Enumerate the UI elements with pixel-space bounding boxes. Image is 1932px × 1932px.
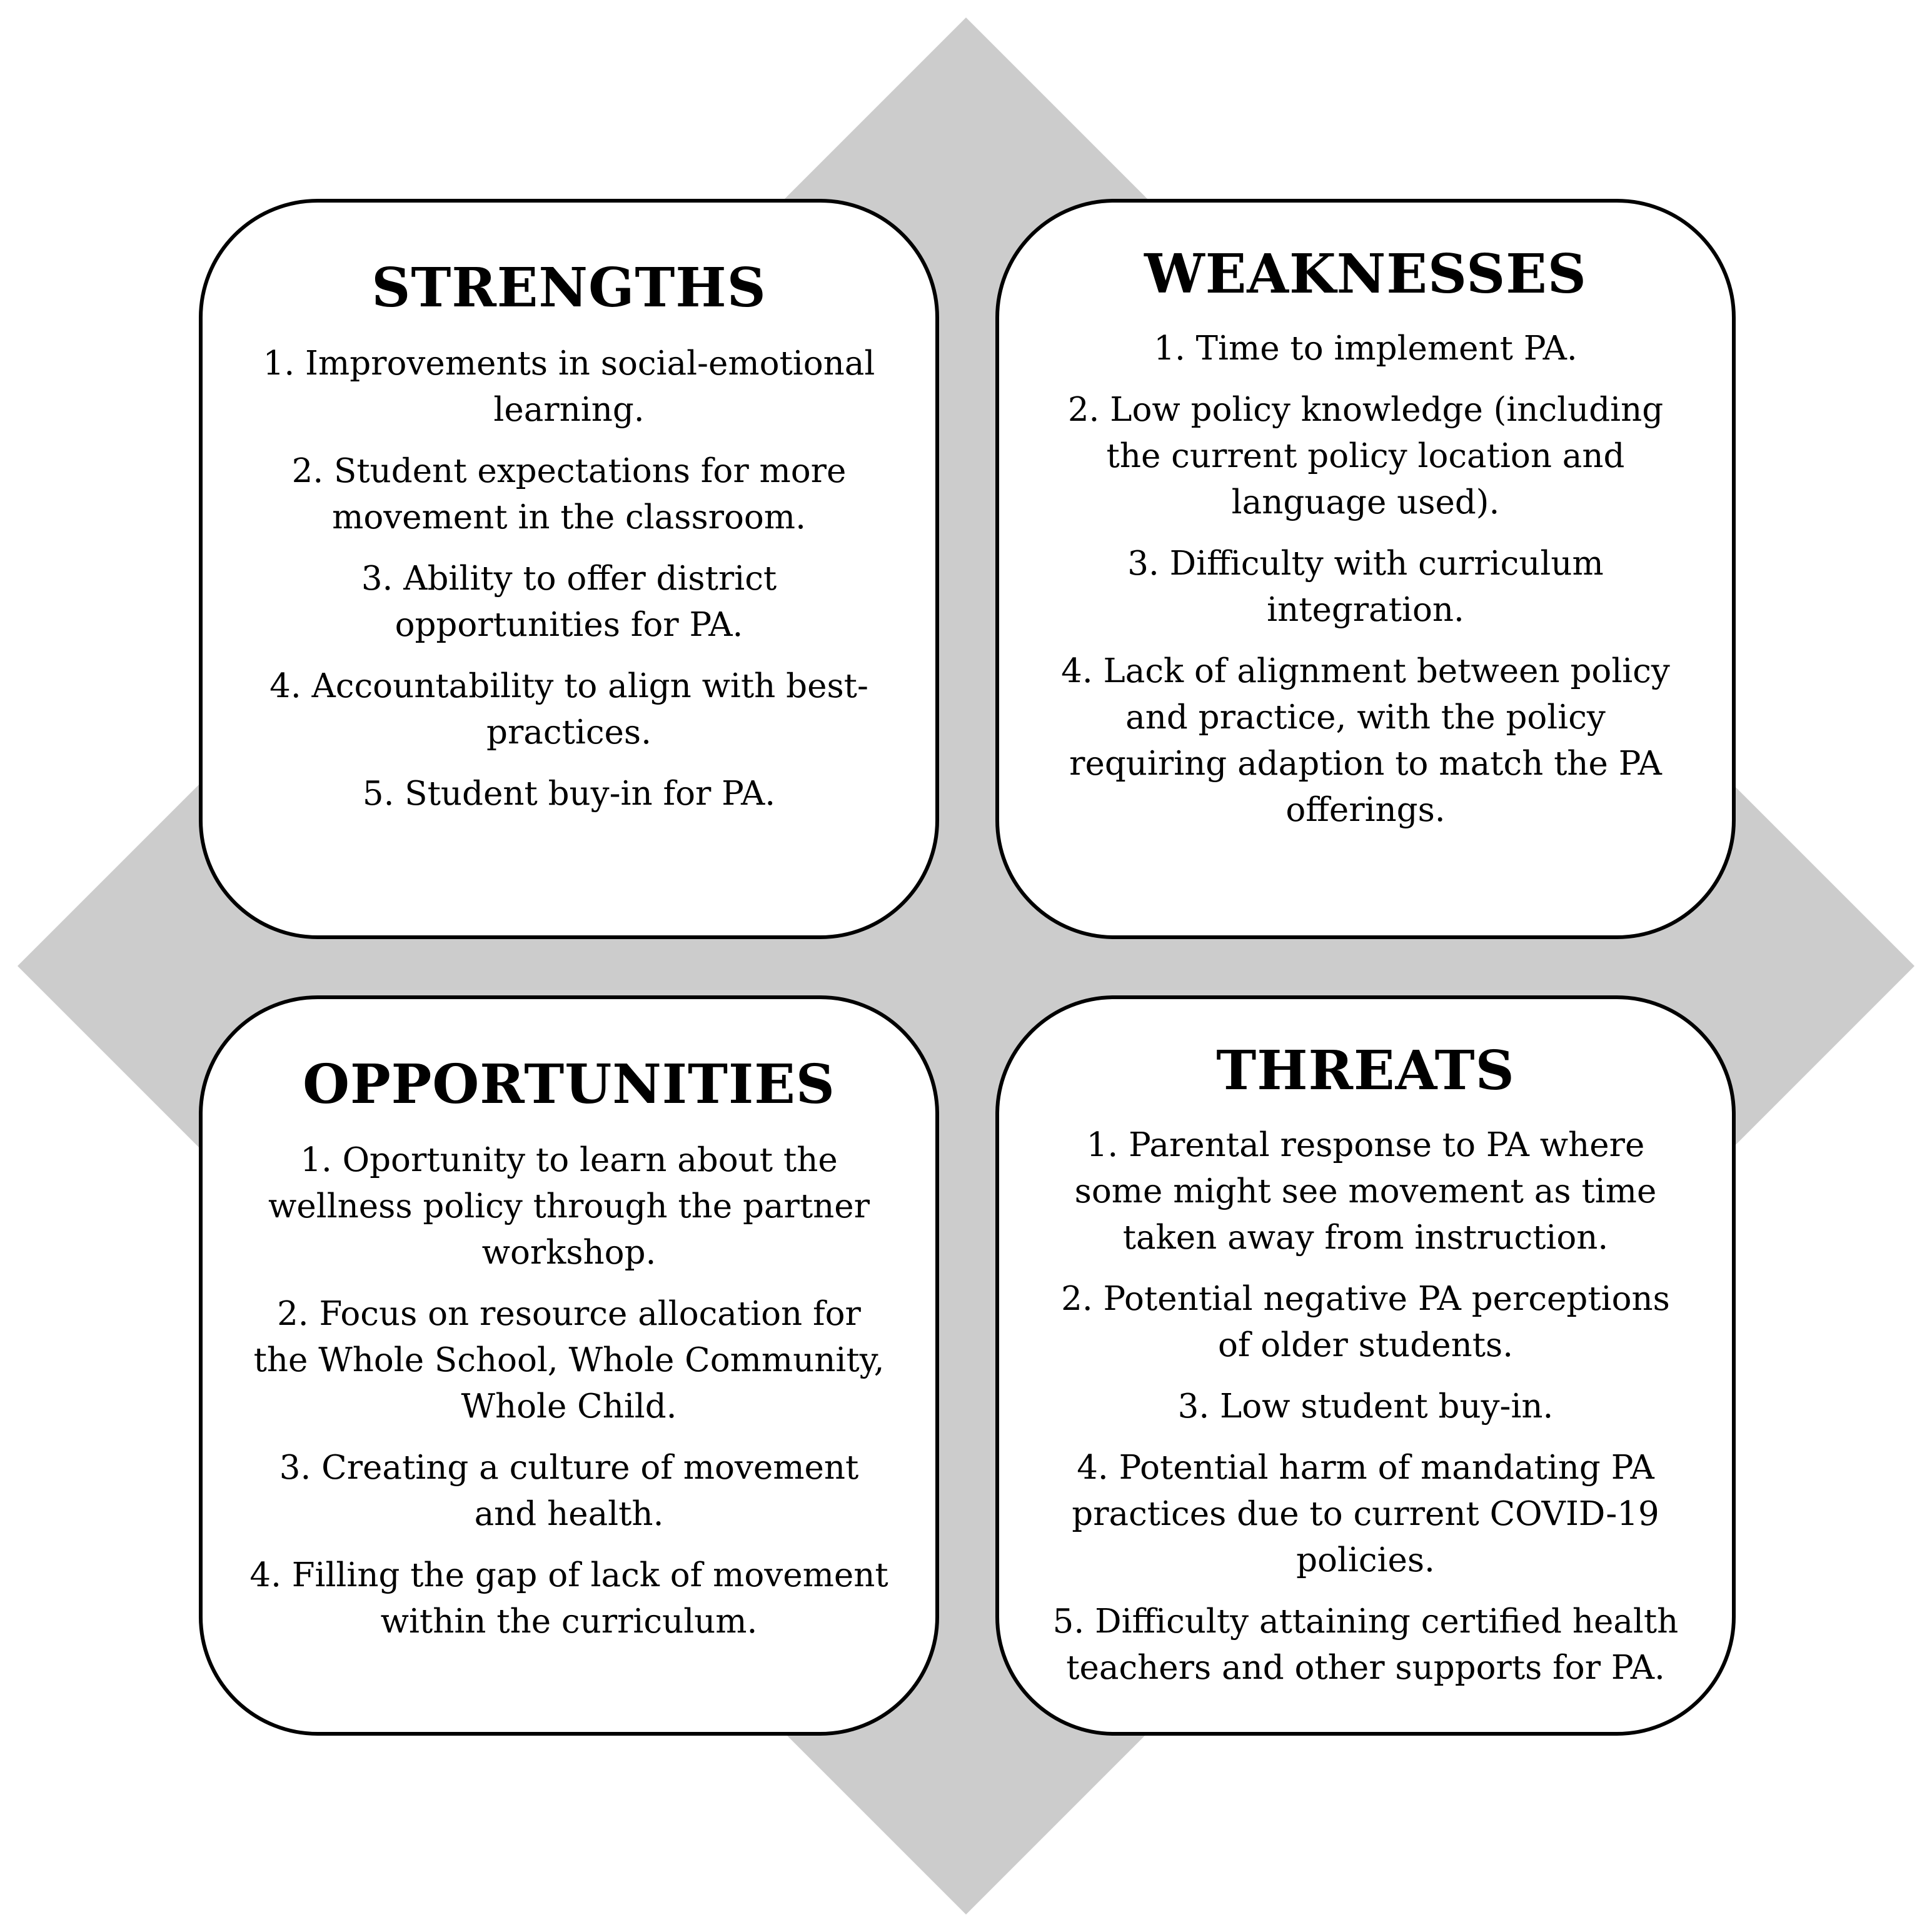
strengths-item: 4. Accountability to align with best-practices.: [269, 667, 868, 752]
threats-item: 5. Difficulty attaining certified health teachers and other supports for PA.: [1052, 1602, 1679, 1687]
strengths-item: 1. Improvements in social-emotional learning.: [263, 344, 875, 429]
opportunities-item: 3. Creating a culture of movement and health.: [279, 1448, 859, 1533]
weaknesses-item: 3. Difficulty with curriculum integration.: [1127, 544, 1604, 629]
strengths-title: STRENGTHS: [371, 256, 767, 319]
weaknesses-item: 4. Lack of alignment between policy and practice, with the policy requiring adaption to match the PA offerings.: [1061, 652, 1670, 829]
threats-list: [1043, 1122, 1688, 1691]
threats-item: 2. Potential negative PA perceptions of older students.: [1061, 1279, 1670, 1364]
strengths-box: [199, 199, 939, 939]
opportunities-title: OPPORTUNITIES: [303, 1053, 835, 1116]
strengths-list: [246, 341, 892, 817]
opportunities-list: [246, 1137, 892, 1645]
weaknesses-box: [995, 199, 1736, 939]
threats-item: 3. Low student buy-in.: [1177, 1387, 1554, 1426]
weaknesses-item: 1. Time to implement PA.: [1154, 329, 1577, 368]
weaknesses-list: [1043, 326, 1688, 833]
opportunities-box: [199, 995, 939, 1736]
weaknesses-title: WEAKNESSES: [1144, 243, 1587, 306]
weaknesses-item: 2. Low policy knowledge (including the current policy location and language used).: [1067, 390, 1664, 521]
strengths-item: 2. Student expectations for more movement in the classroom.: [291, 451, 847, 536]
strengths-item: 5. Student buy-in for PA.: [362, 774, 776, 813]
strengths-item: 3. Ability to offer district opportunities for PA.: [361, 559, 777, 644]
threats-item: 4. Potential harm of mandating PA practices due to current COVID-19 policies.: [1072, 1448, 1659, 1579]
opportunities-item: 2. Focus on resource allocation for the Whole School, Whole Community, Whole Child.: [253, 1294, 885, 1426]
threats-box: [995, 995, 1736, 1736]
opportunities-item: 1. Oportunity to learn about the wellness policy through the partner workshop.: [268, 1140, 870, 1272]
threats-title: THREATS: [1216, 1039, 1515, 1102]
threats-item: 1. Parental response to PA where some might see movement as time taken away from instruction.: [1074, 1125, 1657, 1257]
opportunities-item: 4. Filling the gap of lack of movement within the curriculum.: [249, 1556, 888, 1641]
